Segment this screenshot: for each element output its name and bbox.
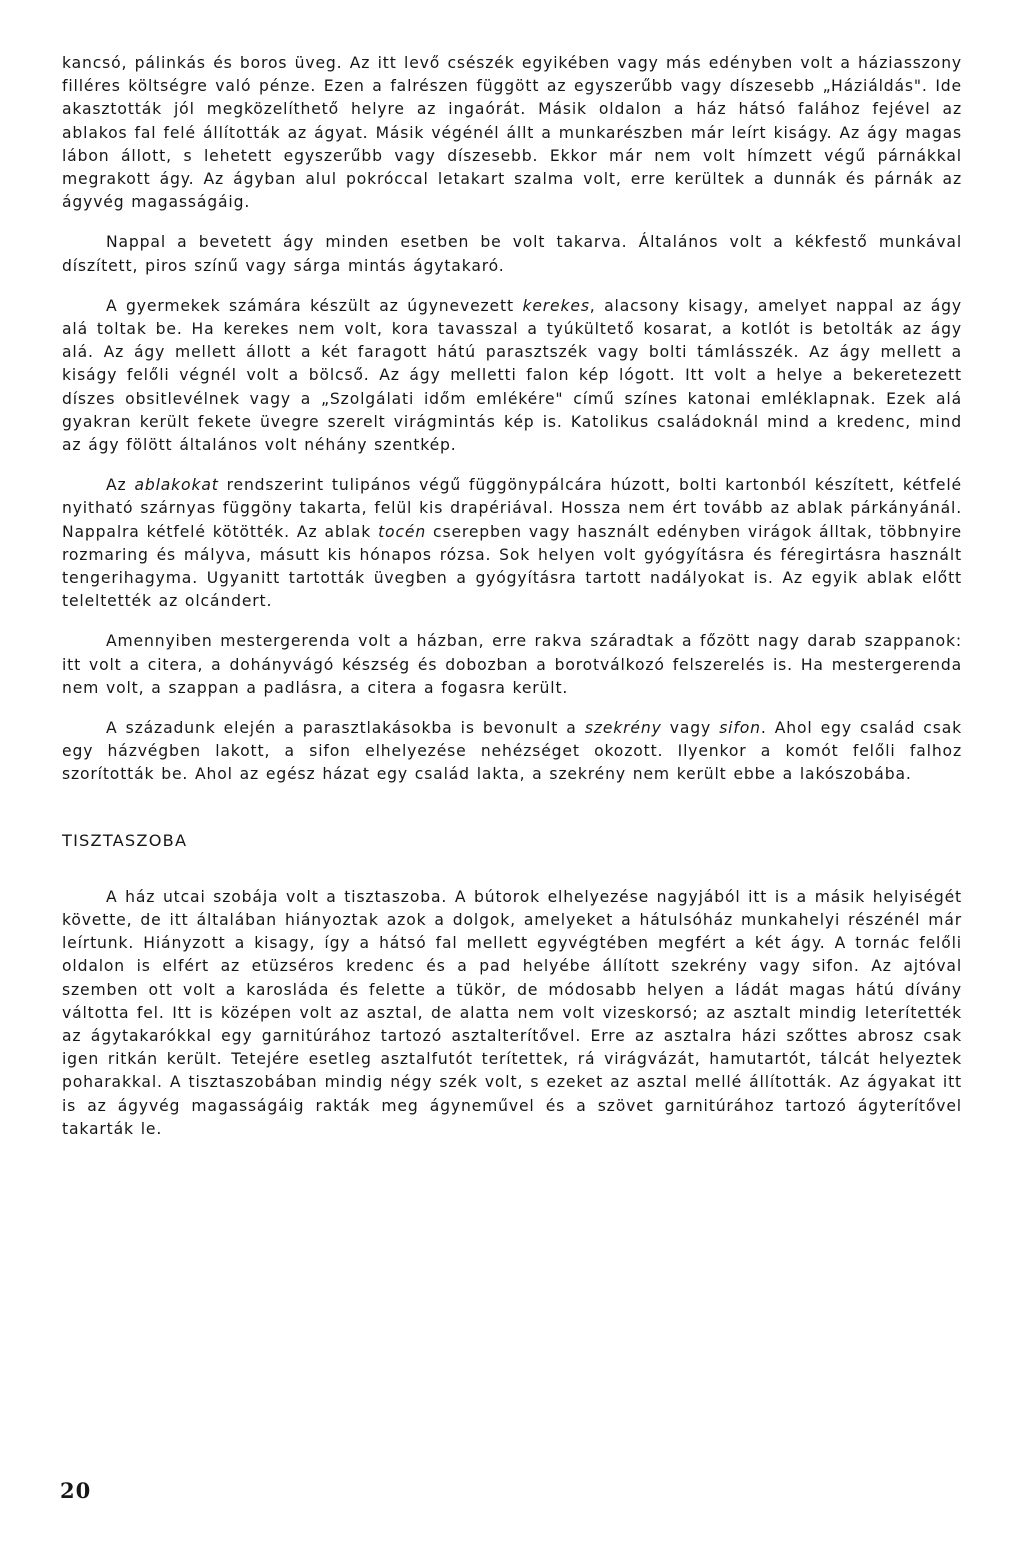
paragraph-windows [62, 474, 962, 613]
text-run: cserepben vagy használt edényben virágok álltak, többnyire rozmaring és mályva, másutt kis hónapos rózsa. Sok helyen volt gyógyításra és féregirtásra használt tengerihagyma. Ugyanitt tartották üvegben a gyógyításra tartott nadályokat is. Az egyik ablak előtt teleltették az olcándert. [62, 522, 962, 611]
text-run: A századunk elején a parasztlakásokba is bevonult a [106, 719, 585, 738]
text-run: vagy [661, 719, 720, 738]
emphasized-term: szekrény [584, 719, 662, 738]
text-run: , alacsony kisagy, amelyet nappal az ágy alá toltak be. Ha kerekes nem volt, kora tavasszal a tyúkültető kosarat, a kotlót is betolták az ágy alá. Az ágy mellett állott a két faragott hátú parasztszék vagy bolti támlásszék. Az ágy mellett a kiságy felőli végnél volt a bölcső. Az ágy melletti falon kép lógott. Itt volt a helye a bekeretezett díszes obsitlevélnek vagy a „Szolgálati időm emlékére" című színes katonai emléklapnak. Ezek alá gyakran került fekete üvegre szerelt virágmintás kép is. Katolikus családoknál mind a kredenc, mind az ágy fölött általános volt néhány szentkép. [62, 296, 962, 455]
text-run: Nappal a bevetett ágy minden esetben be volt takarva. Általános volt a kékfestő munkával díszített, piros színű vagy sárga mintás ágytakaró. [62, 233, 962, 275]
paragraph-pitcher-and-bed [62, 52, 962, 214]
paragraph-wardrobe [62, 717, 962, 787]
text-run: A ház utcai szobája volt a tisztaszoba. A bútorok elhelyezése nagyjából itt is a másik helyiségét követte, de itt általában hiányoztak azok a dolgok, amelyeket a hátulsóház munkahelyi részénél már leírtunk. Hiányzott a kisagy, így a hátsó fal mellett egyvégtében megfért a két ágy. A tornác felőli oldalon is elfért az etüzséros kredenc és a pad helyébe állított szekrény vagy sifon. Az ajtóval szemben ott volt a karosláda és felette a tükör, de módosabb helyen a ládát magas hátú dívány váltotta fel. Itt is középen volt az asztal, de alatta nem volt vizeskorsó; az asztalt mindig leterítették az ágytakarókkal egy garnitúrához tartozó asztalterítővel. Erre az asztalra házi szőttes abrosz csak igen ritkán került. Tetejére esetleg asztalfutót terítettek, rá virágvázát, hamutartót, tálcát helyeztek poharakkal. A tisztaszobában mindig négy szék volt, s ezeket az asztal mellé állították. Az ágyakat itt is az ágyvég magasságáig rakták meg ágyneművel és a szövet garnitúrához tartozó ágyterítővel takarták le. [62, 887, 962, 1138]
paragraph-children-bed [62, 295, 962, 457]
text-run: rendszerint tulipános végű függönypálcára húzott, bolti kartonból készített, kétfelé nyitható szárnyas függöny takarta, felül kis drapériával. Hossza nem ért tovább az ablak párkányánál. Nappalra kétfelé kötötték. Az ablak [62, 476, 962, 541]
paragraph-parlor [62, 886, 962, 1141]
text-run: A gyermekek számára készült az úgynevezett [106, 296, 523, 315]
text-run: Az [106, 476, 135, 495]
page-number: 20 [60, 1478, 92, 1503]
emphasized-term: kerekes [522, 296, 590, 315]
emphasized-term: sifon [719, 719, 761, 738]
emphasized-term: ablakokat [134, 476, 219, 495]
emphasized-term: tocén [378, 522, 427, 541]
text-run: Amennyiben mestergerenda volt a házban, erre rakva száradtak a főzött nagy darab szappanok: itt volt a citera, a dohányvágó készség és dobozban a borotválkozó felszerelés is. Ha mestergerenda nem volt, a szappan a padlásra, a citera a fogasra került. [62, 632, 962, 697]
paragraph-beam [62, 630, 962, 700]
text-run: . Ahol egy család csak egy házvégben lakott, a sifon elhelyezése nehézséget okozott. Ilyenkor a komót felőli falhoz szorították be. Ahol az egész házat egy család lakta, a szekrény nem került ebbe a lakószobába. [62, 719, 962, 784]
page-body [62, 52, 962, 1141]
text-run: kancsó, pálinkás és boros üveg. Az itt levő csészék egyikében vagy más edényben volt a háziasszony filléres költségre való pénze. Ezen a falrészen függött az egyszerűbb vagy díszesebb „Háziáldás". Ide akasztották jól megközelíthető helyre az ingaórát. Másik oldalon a ház hátsó falához fejével az ablakos fal felé állították az ágyat. Másik végénél állt a munkarészben már leírt kiságy. Az ágy magas lábon állott, s lehetett egyszerűbb vagy díszesebb. Ekkor már nem volt hímzett végű párnákkal megrakott ágy. Az ágyban alul pokróccal letakart szalma volt, erre kerültek a dunnák és párnák az ágyvég magasságáig. [62, 54, 962, 212]
section-heading: TISZTASZOBA [62, 830, 188, 850]
paragraph-bedspread [62, 231, 962, 277]
